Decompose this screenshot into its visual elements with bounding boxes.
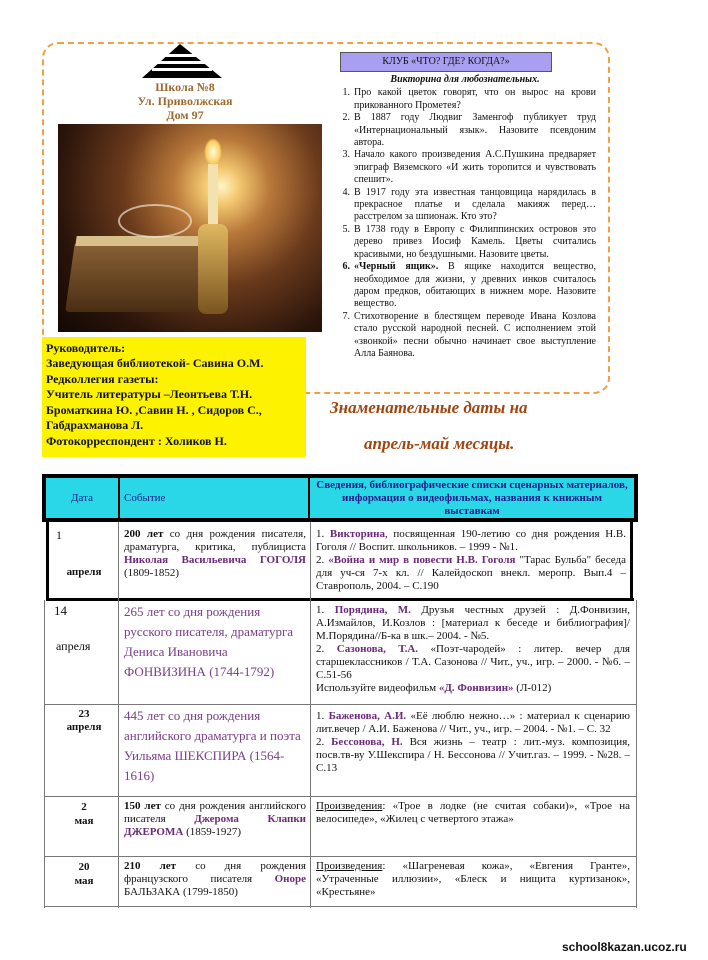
row-divider (44, 906, 637, 907)
quiz-item (334, 87, 596, 112)
row3-event: 445 лет со дня рождения английского драматурга и поэта Уильяма ШЕКСПИРА (1564-1616) (124, 708, 301, 783)
row1-refs (316, 528, 626, 593)
quiz-item (334, 224, 596, 261)
row4-month: мая (74, 815, 94, 827)
row4-refs: Произведения: «Трое в лодке (не считая собаки)», «Трое на велосипеде», «Жилец с четвертого этажа» (316, 800, 630, 825)
quiz-item-bold: «Черный ящик». (354, 261, 439, 273)
row5-month: мая (74, 875, 94, 887)
school-address (100, 80, 270, 122)
row3-refs (316, 710, 630, 775)
quiz-item-number: 6. (342, 261, 350, 273)
quiz-item-text: Начало какого произведения А.С.Пушкина предваряет эпиграф Вяземского «И жить торопится и чувствовать спешит». (354, 149, 596, 186)
school-logo-icon (142, 44, 222, 78)
quiz-item-number: 7. (342, 310, 350, 322)
row2-month: апреля (56, 639, 91, 653)
row1-day: 1 (56, 528, 62, 542)
row4-event: 150 лет со дня рождения английского писателя Джерома Клапки ДЖЕРОМА (1859-1927) (124, 800, 306, 838)
row2-refs (316, 604, 630, 695)
staff-line: Броматкина Ю. ,Савин Н. , Сидоров С., (46, 403, 262, 417)
ref-item: Используйте видеофильм «Д. Фонвизин» (Л-012) (316, 682, 552, 694)
staff-box (42, 337, 306, 457)
quiz-item-text: В 1738 году в Европу с Филиппинских островов это дерево привез Иосиф Камель. Цветы считались красивыми, но бездушными. Назовите цветы. (354, 223, 596, 260)
quiz-title: Викторина для любознательных. (390, 74, 540, 85)
quiz-list (334, 87, 596, 360)
staff-line: Заведующая библиотекой- Савина О.М. (46, 356, 264, 370)
row5-refs: Произведения: «Шагреневая кожа», «Евгения Гранте», «Утраченные иллюзии», «Блеск и нищита куртизанок», «Крестьяне» (316, 860, 630, 898)
school-street: Ул. Приволжская (137, 94, 233, 108)
quiz-item-number: 3. (342, 149, 350, 161)
photo-candlestick (198, 224, 228, 314)
quiz-item-number: 4. (342, 186, 350, 198)
school-house: Дом 97 (166, 108, 204, 122)
row3-day: 23 (78, 708, 90, 720)
ref-item: 1. Порядина, М. Друзья честных друзей : Д.Фонвизин, А.Измайлов, И.Козлов : [материал к беседе и библиография]/М.Порядина//Б-ка в шк.– 2004. - №5. (316, 604, 630, 642)
dates-title-line2: апрель-май месяцы. (364, 434, 515, 453)
table-header (42, 474, 638, 522)
staff-line: Фотокорреспондент : Холиков Н. (46, 434, 227, 448)
dates-title-line1: Знаменательные даты на (330, 398, 528, 417)
col-event-header: Событие (120, 478, 308, 518)
row2-event: 265 лет со дня рождения русского писателя, драматурга Дениса Ивановича ФОНВИЗИНА (1744-1792) (124, 604, 294, 679)
row1-event: 200 лет со дня рождения писателя, драматурга, критика, публициста Николая Васильевича ГОГОЛЯ (1809-1852) (124, 528, 306, 579)
col-divider-1 (118, 522, 119, 908)
ref-item: 2. «Война и мир в повести Н.В. Гоголя "Тарас Бульба" беседа для уч-ся 7-х кл. // Калейдоскоп внекл. меропр. Вып.4 – Ставрополь, 2004. – С.190 (316, 554, 626, 592)
row-divider (44, 796, 637, 797)
quiz-item (334, 112, 596, 149)
club-title: КЛУБ «ЧТО? ГДЕ? КОГДА?» (340, 52, 552, 72)
row-divider (44, 856, 637, 857)
table-left-border (44, 600, 45, 908)
school-name: Школа №8 (155, 80, 215, 94)
candle-book-photo (58, 124, 322, 332)
photo-flame (204, 138, 222, 166)
row3-month: апреля (66, 721, 102, 733)
staff-line: Руководитель: (46, 341, 126, 355)
quiz-item (334, 261, 596, 311)
quiz-item-text: «Черный ящик». В ящике находится вещество, необходимое для жизни, у древних инков считалось даром предков, обитающих в нижнем море. Назовите вещество. (354, 261, 597, 310)
quiz-item-number: 5. (342, 223, 350, 235)
row5-day: 20 (78, 861, 90, 873)
ref-item: 1. Викторина, посвященная 190-летию со дня рождения Н.В. Гоголя // Воспит. школьников. – 1999 - №1. (316, 528, 627, 553)
quiz-item (334, 311, 596, 361)
photo-glasses (118, 204, 192, 238)
photo-candle (208, 164, 218, 224)
quiz-item (334, 187, 596, 224)
quiz-item (334, 149, 596, 186)
quiz-item-number: 2. (342, 112, 350, 124)
quiz-item-text: Стихотворение в блестящем переводе Ивана Козлова стало русской народной песней. С исполнением этой «звонкой» песни обычно начинает свое выступление Алла Баянова. (354, 310, 596, 359)
row1-left-border (46, 522, 49, 600)
ref-item: 2. Сазонова, Т.А. «Поэт-чародей» : литер. вечер для старшеклассников / Т.А. Сазонова // Чит., уч., игр. – 2000. - №6. – С.51-56 (316, 643, 630, 681)
row1-right-border (630, 522, 633, 600)
col-info-header: Сведения, библиографические списки сценарных материалов, информация о видеофильмах, названия к книжным выставкам (310, 478, 634, 518)
row4-day: 2 (81, 801, 87, 813)
row-divider (44, 704, 637, 705)
col-date-header: Дата (46, 478, 118, 518)
footer-site: school8kazan.ucoz.ru (562, 940, 687, 954)
table-right-border (636, 600, 637, 908)
quiz-item-text: В 1917 году эта известная танцовщица нарядилась в прекрасное платье и сделала макияж перед… расстрелом за шпионаж. Кто это? (354, 186, 596, 223)
row1-month: апреля (66, 566, 102, 578)
staff-line: Редколлегия газеты: (46, 372, 159, 386)
quiz-block (334, 74, 596, 360)
col-divider-2 (310, 522, 311, 908)
ref-item: 2. Бессонова, Н. Вся жизнь – театр : лит.-муз. композиция, посв.тв-ву У.Шекспира / Н. Бессонова // Учит.газ. – 1999. - №28. – С.13 (316, 736, 631, 774)
staff-line: Габдрахманова Л. (46, 418, 144, 432)
quiz-item-text: В 1887 году Людвиг Заменгоф публикует труд «Интернациональный язык». Назовите псевдоним автора. (354, 112, 596, 149)
row1-bottom-border (46, 598, 634, 601)
quiz-item-number: 1. (342, 87, 350, 99)
row2-day: 14 (54, 603, 67, 618)
row5-event: 210 лет со дня рождения французского писателя Оноре БАЛЬЗАКА (1799-1850) (124, 860, 306, 898)
staff-line: Учитель литературы –Леонтьева Т.Н. (46, 387, 253, 401)
quiz-item-text: Про какой цветок говорят, что он вырос на крови прикованного Прометея? (354, 87, 596, 111)
ref-item: 1. Баженова, А.И. «Её люблю нежно…» : материал к сценарию лит.вечер / А.И. Баженова // Чит., уч., игр. – 2004. - №1. – С. 32 (316, 710, 630, 735)
